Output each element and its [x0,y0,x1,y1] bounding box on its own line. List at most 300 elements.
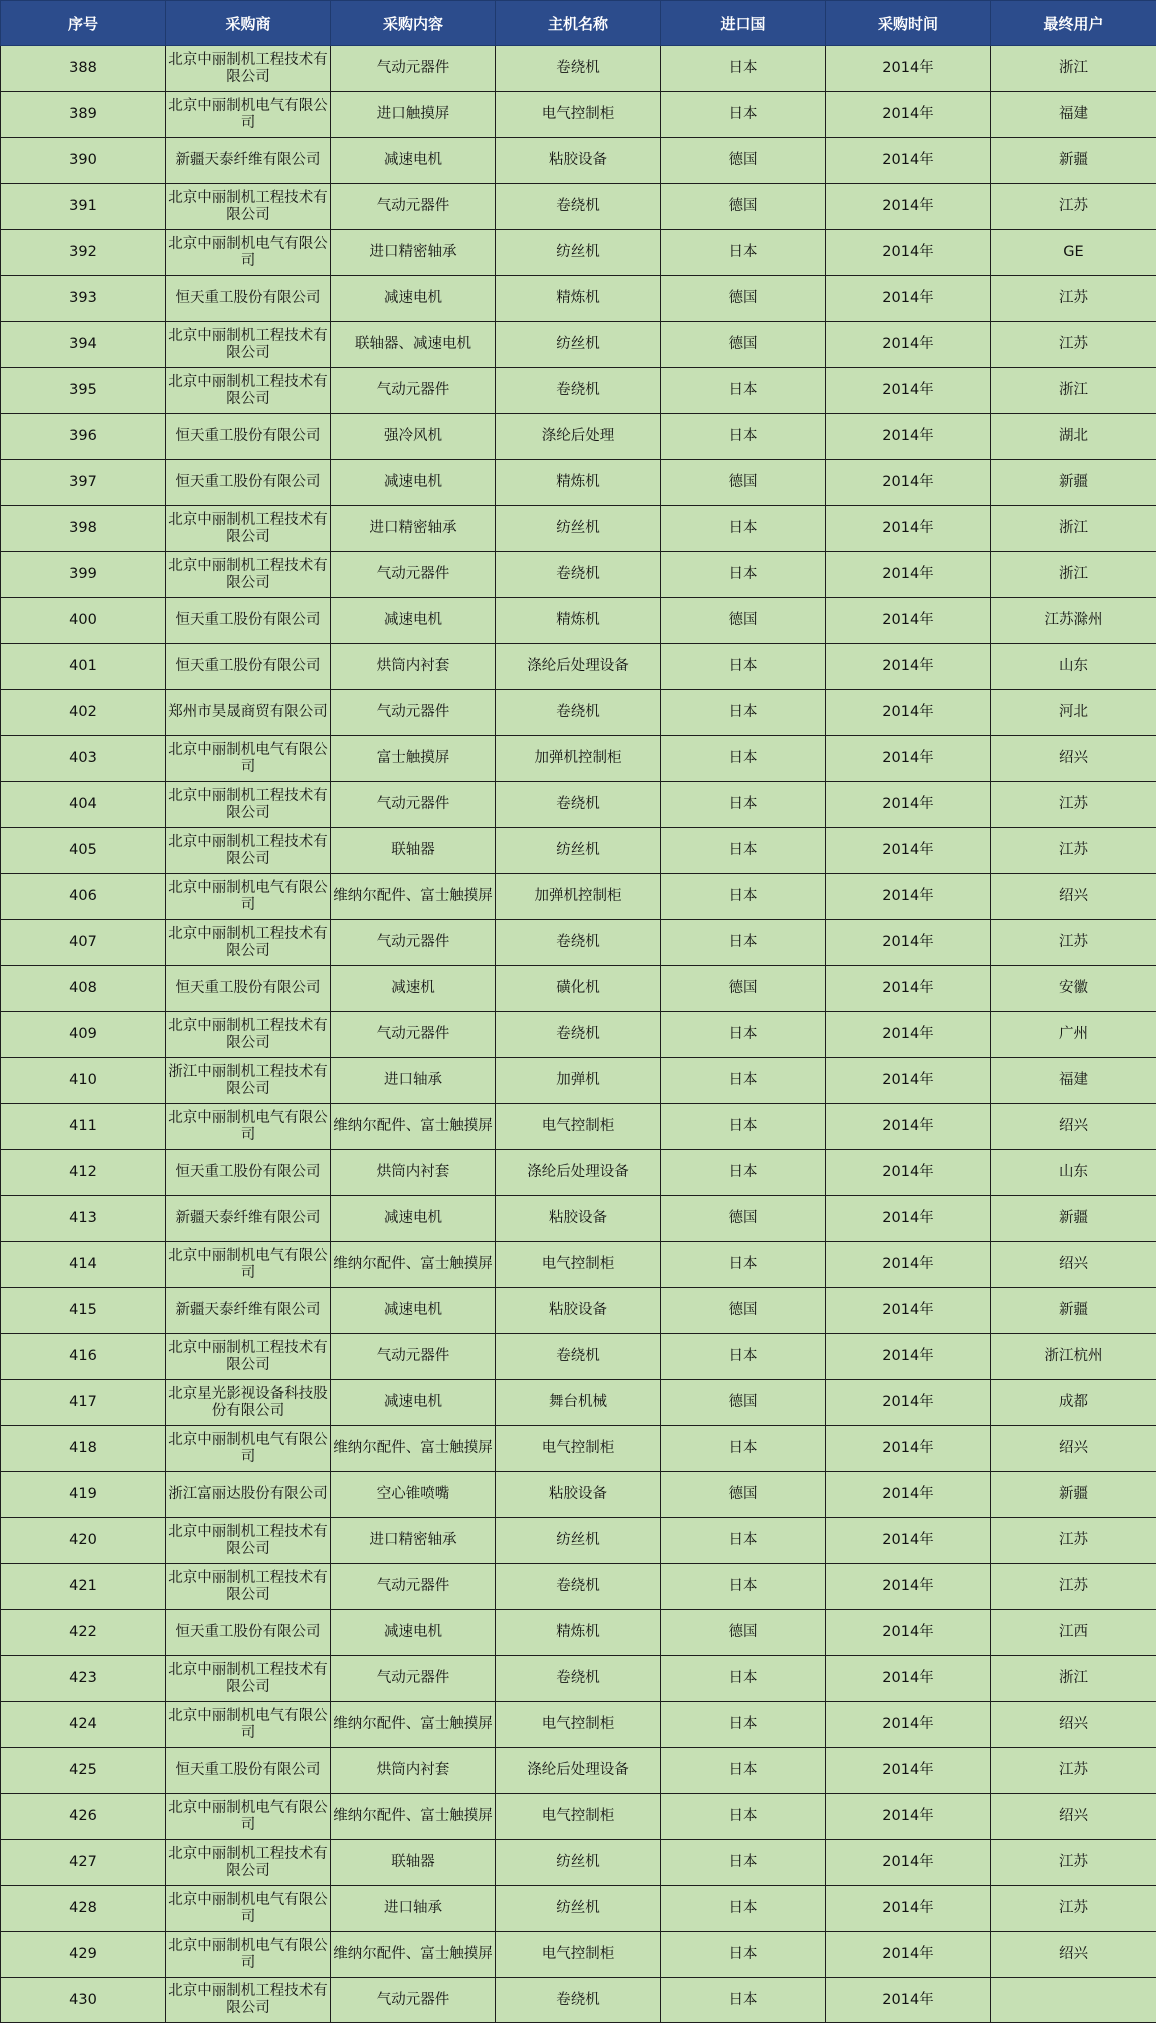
cell-time: 2014年 [826,1702,991,1748]
cell-buyer: 北京中丽制机工程技术有限公司 [166,1334,331,1380]
table-row [1,506,1156,552]
cell-end-user: 浙江 [991,552,1156,598]
cell-content: 维纳尔配件、富士触摸屏 [331,1426,496,1472]
cell-country: 日本 [661,1104,826,1150]
table-row [1,828,1156,874]
cell-content: 维纳尔配件、富士触摸屏 [331,1242,496,1288]
cell-country: 日本 [661,1656,826,1702]
cell-end-user: 安徽 [991,966,1156,1012]
cell-country: 日本 [661,782,826,828]
cell-machine: 纺丝机 [496,1886,661,1932]
cell-content: 减速电机 [331,460,496,506]
cell-time: 2014年 [826,1380,991,1426]
cell-index: 393 [1,276,166,322]
cell-content: 联轴器 [331,1840,496,1886]
table-row [1,966,1156,1012]
cell-country: 日本 [661,1932,826,1978]
cell-buyer: 恒天重工股份有限公司 [166,276,331,322]
cell-content: 减速电机 [331,1196,496,1242]
cell-country: 日本 [661,1840,826,1886]
cell-content: 烘筒内衬套 [331,1748,496,1794]
cell-time: 2014年 [826,1334,991,1380]
cell-content: 进口触摸屏 [331,92,496,138]
cell-content: 气动元器件 [331,1656,496,1702]
cell-machine: 卷绕机 [496,1978,661,2023]
cell-country: 日本 [661,920,826,966]
cell-index: 398 [1,506,166,552]
cell-end-user: 河北 [991,690,1156,736]
cell-content: 减速电机 [331,1380,496,1426]
table-row [1,552,1156,598]
cell-content: 维纳尔配件、富士触摸屏 [331,1932,496,1978]
cell-buyer: 浙江富丽达股份有限公司 [166,1472,331,1518]
cell-machine: 精炼机 [496,598,661,644]
cell-country: 日本 [661,1518,826,1564]
cell-time: 2014年 [826,1886,991,1932]
cell-machine: 纺丝机 [496,506,661,552]
cell-end-user: 江苏 [991,782,1156,828]
cell-content: 进口精密轴承 [331,1518,496,1564]
cell-machine: 卷绕机 [496,1564,661,1610]
table-row [1,644,1156,690]
cell-content: 联轴器 [331,828,496,874]
cell-country: 日本 [661,874,826,920]
cell-content: 气动元器件 [331,920,496,966]
cell-time: 2014年 [826,322,991,368]
table-row [1,1932,1156,1978]
cell-time: 2014年 [826,644,991,690]
cell-country: 日本 [661,1334,826,1380]
cell-country: 日本 [661,1150,826,1196]
cell-country: 日本 [661,828,826,874]
cell-index: 402 [1,690,166,736]
cell-buyer: 北京中丽制机工程技术有限公司 [166,828,331,874]
cell-machine: 卷绕机 [496,1656,661,1702]
cell-machine: 电气控制柜 [496,92,661,138]
table-row [1,1426,1156,1472]
cell-time: 2014年 [826,690,991,736]
cell-end-user: 绍兴 [991,1932,1156,1978]
cell-index: 391 [1,184,166,230]
cell-index: 424 [1,1702,166,1748]
cell-end-user: 江苏 [991,1886,1156,1932]
cell-machine: 卷绕机 [496,46,661,92]
cell-end-user: 江苏滁州 [991,598,1156,644]
cell-content: 气动元器件 [331,46,496,92]
cell-machine: 纺丝机 [496,322,661,368]
cell-machine: 粘胶设备 [496,138,661,184]
cell-end-user: 新疆 [991,1288,1156,1334]
cell-content: 减速机 [331,966,496,1012]
table-row [1,1748,1156,1794]
cell-end-user: 绍兴 [991,1794,1156,1840]
cell-index: 388 [1,46,166,92]
table-row [1,460,1156,506]
cell-time: 2014年 [826,46,991,92]
cell-time: 2014年 [826,1426,991,1472]
cell-buyer: 新疆天泰纤维有限公司 [166,138,331,184]
cell-content: 减速电机 [331,1610,496,1656]
cell-index: 428 [1,1886,166,1932]
cell-end-user: 江苏 [991,828,1156,874]
cell-index: 404 [1,782,166,828]
cell-buyer: 北京中丽制机工程技术有限公司 [166,552,331,598]
cell-time: 2014年 [826,230,991,276]
cell-machine: 纺丝机 [496,828,661,874]
cell-buyer: 浙江中丽制机工程技术有限公司 [166,1058,331,1104]
cell-content: 减速电机 [331,276,496,322]
cell-content: 空心锥喷嘴 [331,1472,496,1518]
cell-time: 2014年 [826,1288,991,1334]
cell-content: 气动元器件 [331,552,496,598]
cell-index: 427 [1,1840,166,1886]
header-end-user: 最终用户 [991,1,1156,46]
cell-index: 399 [1,552,166,598]
cell-country: 德国 [661,1196,826,1242]
cell-end-user: 新疆 [991,138,1156,184]
cell-buyer: 北京中丽制机电气有限公司 [166,1242,331,1288]
cell-end-user: GE [991,230,1156,276]
cell-index: 420 [1,1518,166,1564]
cell-country: 日本 [661,92,826,138]
cell-country: 日本 [661,1058,826,1104]
cell-end-user [991,1978,1156,2023]
cell-index: 411 [1,1104,166,1150]
cell-index: 426 [1,1794,166,1840]
table-row [1,1886,1156,1932]
cell-buyer: 北京中丽制机工程技术有限公司 [166,506,331,552]
cell-index: 429 [1,1932,166,1978]
cell-time: 2014年 [826,736,991,782]
cell-end-user: 江苏 [991,1840,1156,1886]
table-row [1,1518,1156,1564]
table-row [1,598,1156,644]
cell-content: 气动元器件 [331,1564,496,1610]
cell-machine: 卷绕机 [496,368,661,414]
cell-time: 2014年 [826,1058,991,1104]
cell-buyer: 北京中丽制机电气有限公司 [166,1886,331,1932]
cell-end-user: 绍兴 [991,1702,1156,1748]
cell-time: 2014年 [826,1472,991,1518]
cell-machine: 加弹机控制柜 [496,736,661,782]
cell-time: 2014年 [826,1978,991,2023]
cell-content: 联轴器、减速电机 [331,322,496,368]
cell-machine: 精炼机 [496,460,661,506]
table-row [1,1794,1156,1840]
cell-machine: 卷绕机 [496,1012,661,1058]
cell-machine: 纺丝机 [496,1518,661,1564]
cell-buyer: 北京中丽制机电气有限公司 [166,1426,331,1472]
cell-country: 日本 [661,230,826,276]
table-row [1,1058,1156,1104]
cell-country: 德国 [661,1380,826,1426]
table-row [1,368,1156,414]
cell-buyer: 恒天重工股份有限公司 [166,460,331,506]
cell-end-user: 山东 [991,644,1156,690]
cell-buyer: 北京中丽制机电气有限公司 [166,230,331,276]
cell-country: 日本 [661,414,826,460]
cell-buyer: 恒天重工股份有限公司 [166,1150,331,1196]
cell-machine: 粘胶设备 [496,1288,661,1334]
cell-content: 进口轴承 [331,1058,496,1104]
cell-index: 423 [1,1656,166,1702]
cell-index: 400 [1,598,166,644]
cell-machine: 涤纶后处理 [496,414,661,460]
table-row [1,92,1156,138]
cell-buyer: 恒天重工股份有限公司 [166,644,331,690]
cell-country: 德国 [661,184,826,230]
cell-index: 410 [1,1058,166,1104]
cell-index: 415 [1,1288,166,1334]
cell-country: 德国 [661,1472,826,1518]
cell-index: 425 [1,1748,166,1794]
table-row [1,1104,1156,1150]
cell-machine: 电气控制柜 [496,1932,661,1978]
cell-index: 418 [1,1426,166,1472]
cell-country: 日本 [661,46,826,92]
cell-buyer: 北京中丽制机电气有限公司 [166,1702,331,1748]
table-row [1,322,1156,368]
table-row [1,184,1156,230]
cell-end-user: 浙江 [991,368,1156,414]
table-row [1,1196,1156,1242]
cell-time: 2014年 [826,552,991,598]
cell-buyer: 北京中丽制机电气有限公司 [166,1932,331,1978]
cell-index: 421 [1,1564,166,1610]
cell-machine: 涤纶后处理设备 [496,644,661,690]
table-row [1,920,1156,966]
cell-time: 2014年 [826,598,991,644]
cell-index: 389 [1,92,166,138]
table-row [1,46,1156,92]
cell-index: 392 [1,230,166,276]
cell-time: 2014年 [826,368,991,414]
header-buyer: 采购商 [166,1,331,46]
cell-end-user: 新疆 [991,1196,1156,1242]
cell-country: 德国 [661,138,826,184]
table-row [1,1380,1156,1426]
cell-buyer: 北京中丽制机工程技术有限公司 [166,1012,331,1058]
cell-content: 减速电机 [331,598,496,644]
cell-buyer: 恒天重工股份有限公司 [166,414,331,460]
cell-machine: 电气控制柜 [496,1426,661,1472]
header-index: 序号 [1,1,166,46]
cell-content: 富士触摸屏 [331,736,496,782]
cell-time: 2014年 [826,276,991,322]
table-row [1,1978,1156,2023]
cell-content: 进口精密轴承 [331,230,496,276]
cell-country: 日本 [661,1702,826,1748]
cell-buyer: 北京中丽制机电气有限公司 [166,1794,331,1840]
cell-index: 422 [1,1610,166,1656]
cell-machine: 加弹机控制柜 [496,874,661,920]
cell-content: 气动元器件 [331,690,496,736]
cell-content: 气动元器件 [331,1978,496,2023]
cell-end-user: 广州 [991,1012,1156,1058]
table-row [1,1564,1156,1610]
cell-content: 气动元器件 [331,782,496,828]
cell-content: 气动元器件 [331,368,496,414]
cell-buyer: 恒天重工股份有限公司 [166,1748,331,1794]
cell-end-user: 绍兴 [991,1242,1156,1288]
cell-end-user: 新疆 [991,460,1156,506]
table-row [1,138,1156,184]
cell-country: 日本 [661,1978,826,2023]
cell-country: 德国 [661,460,826,506]
cell-index: 414 [1,1242,166,1288]
header-time: 采购时间 [826,1,991,46]
table-row [1,736,1156,782]
cell-content: 气动元器件 [331,184,496,230]
cell-country: 日本 [661,1426,826,1472]
cell-index: 416 [1,1334,166,1380]
cell-index: 408 [1,966,166,1012]
cell-buyer: 北京中丽制机工程技术有限公司 [166,322,331,368]
cell-index: 397 [1,460,166,506]
table-row [1,1702,1156,1748]
cell-buyer: 北京中丽制机电气有限公司 [166,736,331,782]
cell-end-user: 浙江 [991,506,1156,552]
cell-index: 409 [1,1012,166,1058]
cell-content: 进口精密轴承 [331,506,496,552]
cell-country: 德国 [661,1610,826,1656]
cell-buyer: 北京中丽制机电气有限公司 [166,1104,331,1150]
cell-country: 日本 [661,1886,826,1932]
cell-buyer: 北京中丽制机工程技术有限公司 [166,1564,331,1610]
cell-country: 日本 [661,1794,826,1840]
cell-index: 394 [1,322,166,368]
cell-index: 390 [1,138,166,184]
cell-content: 烘筒内衬套 [331,1150,496,1196]
cell-content: 强冷风机 [331,414,496,460]
cell-country: 德国 [661,966,826,1012]
cell-machine: 卷绕机 [496,1334,661,1380]
table-row [1,874,1156,920]
cell-machine: 卷绕机 [496,690,661,736]
cell-time: 2014年 [826,1518,991,1564]
cell-end-user: 江苏 [991,276,1156,322]
cell-end-user: 江苏 [991,184,1156,230]
cell-end-user: 福建 [991,92,1156,138]
table-row [1,782,1156,828]
table-row [1,1242,1156,1288]
cell-buyer: 北京中丽制机工程技术有限公司 [166,782,331,828]
cell-time: 2014年 [826,184,991,230]
cell-country: 日本 [661,506,826,552]
cell-machine: 电气控制柜 [496,1104,661,1150]
cell-buyer: 北京中丽制机工程技术有限公司 [166,1840,331,1886]
cell-time: 2014年 [826,414,991,460]
cell-content: 烘筒内衬套 [331,644,496,690]
cell-buyer: 北京星光影视设备科技股份有限公司 [166,1380,331,1426]
cell-buyer: 恒天重工股份有限公司 [166,1610,331,1656]
cell-country: 德国 [661,322,826,368]
cell-time: 2014年 [826,1104,991,1150]
cell-time: 2014年 [826,1012,991,1058]
cell-buyer: 北京中丽制机电气有限公司 [166,874,331,920]
cell-time: 2014年 [826,1932,991,1978]
cell-buyer: 北京中丽制机工程技术有限公司 [166,1518,331,1564]
cell-buyer: 北京中丽制机电气有限公司 [166,92,331,138]
cell-index: 405 [1,828,166,874]
cell-country: 日本 [661,690,826,736]
cell-index: 417 [1,1380,166,1426]
cell-end-user: 福建 [991,1058,1156,1104]
cell-country: 日本 [661,736,826,782]
cell-machine: 舞台机械 [496,1380,661,1426]
table-row [1,276,1156,322]
cell-time: 2014年 [826,1564,991,1610]
cell-time: 2014年 [826,1656,991,1702]
cell-end-user: 江苏 [991,1564,1156,1610]
table-row [1,690,1156,736]
cell-time: 2014年 [826,1748,991,1794]
header-country: 进口国 [661,1,826,46]
table-row [1,1610,1156,1656]
cell-time: 2014年 [826,1196,991,1242]
cell-machine: 粘胶设备 [496,1472,661,1518]
cell-time: 2014年 [826,506,991,552]
table-row [1,1012,1156,1058]
table-row [1,1150,1156,1196]
cell-machine: 精炼机 [496,276,661,322]
cell-time: 2014年 [826,1610,991,1656]
cell-content: 减速电机 [331,1288,496,1334]
cell-time: 2014年 [826,460,991,506]
cell-buyer: 恒天重工股份有限公司 [166,598,331,644]
cell-machine: 纺丝机 [496,1840,661,1886]
cell-index: 413 [1,1196,166,1242]
cell-end-user: 绍兴 [991,1426,1156,1472]
cell-machine: 精炼机 [496,1610,661,1656]
cell-buyer: 北京中丽制机工程技术有限公司 [166,368,331,414]
cell-index: 395 [1,368,166,414]
cell-content: 维纳尔配件、富士触摸屏 [331,874,496,920]
cell-index: 407 [1,920,166,966]
cell-country: 德国 [661,1288,826,1334]
cell-buyer: 北京中丽制机工程技术有限公司 [166,920,331,966]
cell-country: 日本 [661,644,826,690]
cell-content: 减速电机 [331,138,496,184]
header-content: 采购内容 [331,1,496,46]
cell-end-user: 成都 [991,1380,1156,1426]
cell-machine: 涤纶后处理设备 [496,1150,661,1196]
cell-buyer: 郑州市昊晟商贸有限公司 [166,690,331,736]
cell-country: 日本 [661,1564,826,1610]
header-row [1,1,1156,46]
cell-buyer: 北京中丽制机工程技术有限公司 [166,1978,331,2023]
cell-index: 412 [1,1150,166,1196]
cell-content: 进口轴承 [331,1886,496,1932]
cell-time: 2014年 [826,874,991,920]
cell-buyer: 北京中丽制机工程技术有限公司 [166,184,331,230]
cell-buyer: 北京中丽制机工程技术有限公司 [166,46,331,92]
cell-time: 2014年 [826,1150,991,1196]
cell-machine: 电气控制柜 [496,1242,661,1288]
cell-country: 日本 [661,1748,826,1794]
table-row [1,1288,1156,1334]
cell-machine: 卷绕机 [496,920,661,966]
cell-machine: 卷绕机 [496,552,661,598]
cell-time: 2014年 [826,920,991,966]
table-row [1,414,1156,460]
cell-end-user: 江苏 [991,1748,1156,1794]
cell-country: 日本 [661,1012,826,1058]
cell-index: 406 [1,874,166,920]
cell-end-user: 浙江 [991,46,1156,92]
cell-index: 401 [1,644,166,690]
cell-end-user: 湖北 [991,414,1156,460]
